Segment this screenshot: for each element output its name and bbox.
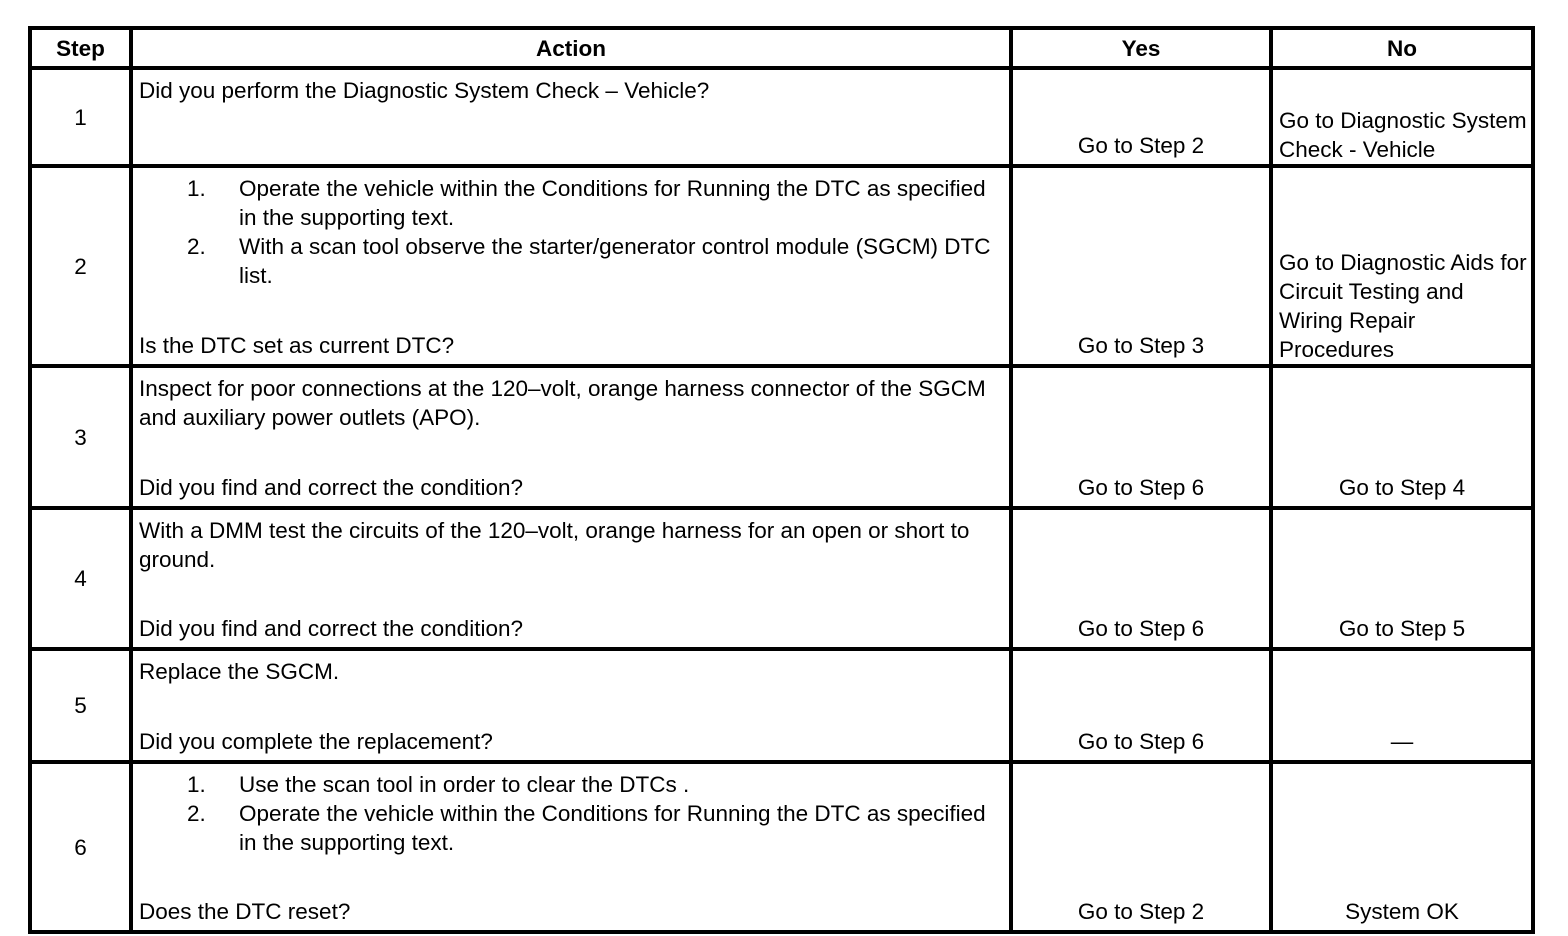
step-number: 4	[30, 508, 131, 649]
substep-number: 2.	[187, 234, 206, 259]
action-cell	[131, 366, 1011, 508]
step-number: 1	[30, 68, 131, 166]
step-number: 3	[30, 366, 131, 508]
action-cell	[131, 166, 1011, 366]
question-text: Is the DTC set as current DTC?	[139, 333, 455, 358]
header-action: Action	[131, 28, 1011, 68]
header-yes: Yes	[1011, 28, 1271, 68]
step-number: 5	[30, 649, 131, 762]
step-number: 6	[30, 762, 131, 932]
substep-list	[139, 770, 1003, 857]
table-row	[30, 508, 1533, 649]
list-item	[139, 232, 1003, 290]
table-row	[30, 166, 1533, 366]
yes-cell: Go to Step 6	[1011, 649, 1271, 762]
yes-cell: Go to Step 6	[1011, 366, 1271, 508]
action-text: With a DMM test the circuits of the 120–volt, orange harness for an open or short to ground.	[139, 518, 970, 572]
question-text: Did you find and correct the condition?	[139, 475, 523, 500]
question-text: Does the DTC reset?	[139, 899, 351, 924]
substep-text: Use the scan tool in order to clear the DTCs .	[239, 772, 690, 797]
substep-number: 1.	[187, 772, 206, 797]
no-cell: Go to Step 4	[1271, 366, 1533, 508]
substep-text: Operate the vehicle within the Conditions for Running the DTC as specified in the supporting text.	[239, 801, 986, 855]
question-text: Did you complete the replacement?	[139, 729, 493, 754]
diagnostic-table	[28, 26, 1535, 934]
action-cell	[131, 508, 1011, 649]
substep-number: 1.	[187, 176, 206, 201]
substep-text: With a scan tool observe the starter/generator control module (SGCM) DTC list.	[239, 234, 991, 288]
no-cell: Go to Diagnostic Aids for Circuit Testing and Wiring Repair Procedures	[1271, 166, 1533, 366]
table-row	[30, 649, 1533, 762]
action-cell	[131, 68, 1011, 166]
action-text: Replace the SGCM.	[139, 659, 340, 684]
step-number: 2	[30, 166, 131, 366]
action-cell	[131, 649, 1011, 762]
no-cell: Go to Diagnostic System Check - Vehicle	[1271, 68, 1533, 166]
list-item	[139, 174, 1003, 232]
no-cell: Go to Step 5	[1271, 508, 1533, 649]
action-text: Inspect for poor connections at the 120–volt, orange harness connector of the SGCM and auxiliary power outlets (APO).	[139, 376, 986, 430]
table-row	[30, 366, 1533, 508]
yes-cell: Go to Step 2	[1011, 68, 1271, 166]
header-row	[30, 28, 1533, 68]
action-cell	[131, 762, 1011, 932]
header-no: No	[1271, 28, 1533, 68]
no-cell: —	[1271, 649, 1533, 762]
yes-cell: Go to Step 2	[1011, 762, 1271, 932]
no-cell: System OK	[1271, 762, 1533, 932]
action-text: Did you perform the Diagnostic System Check – Vehicle?	[139, 78, 710, 103]
list-item	[139, 799, 1003, 857]
substep-text: Operate the vehicle within the Conditions for Running the DTC as specified in the supporting text.	[239, 176, 986, 230]
table-row	[30, 762, 1533, 932]
substep-number: 2.	[187, 801, 206, 826]
question-text: Did you find and correct the condition?	[139, 616, 523, 641]
substep-list	[139, 174, 1003, 290]
yes-cell: Go to Step 3	[1011, 166, 1271, 366]
table-row	[30, 68, 1533, 166]
header-step: Step	[30, 28, 131, 68]
list-item	[139, 770, 1003, 799]
yes-cell: Go to Step 6	[1011, 508, 1271, 649]
